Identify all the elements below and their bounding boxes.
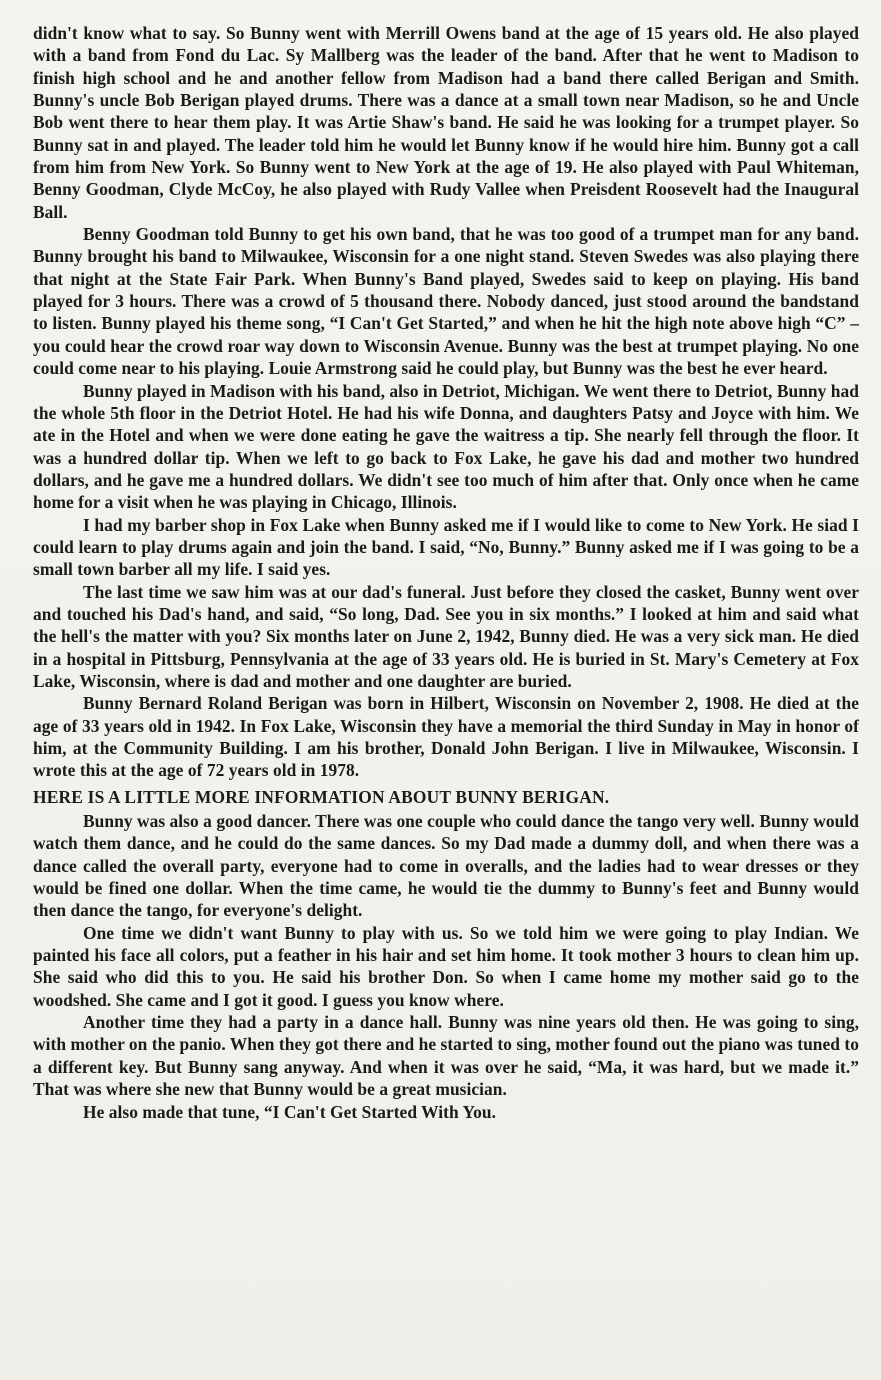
paragraph: Another time they had a party in a dance hall. Bunny was nine years old then. He was going to sing, with mother on the panio. When they got there and he started to sing, mother found out the piano was tuned to a different key. But Bunny sang anyway. And when it was over he said, “Ma, it was hard, but we made it.” That was where she new that Bunny would be a great musician. [33, 1012, 859, 1100]
section-heading: HERE IS A LITTLE MORE INFORMATION ABOUT BUNNY BERIGAN. [33, 786, 610, 807]
paragraph: Bunny was also a good dancer. There was one couple who could dance the tango very well. Bunny would watch them dance, and he could do the same dances. So my Dad made a dummy doll, and when there was a dance called the overall party, everyone had to come in overalls, and the ladies had to wear dresses or they would be fined one dollar. When the time came, he would tie the dummy to Bunny's feet and Bunny would then dance the tango, for everyone's delight. [33, 811, 859, 921]
paragraph: Benny Goodman told Bunny to get his own band, that he was too good of a trumpet man for any band. Bunny brought his band to Milwaukee, Wisconsin for a one night stand. Steven Swedes was also playing there that night at the State Fair Park. When Bunny's Band played, Swedes said to keep on playing. His band played for 3 hours. There was a crowd of 5 thousand there. Nobody danced, just stood around the bandstand to listen. Bunny played his theme song, “I Can't Get Started,” and when he hit the high note above high “C” – you could hear the crowd roar way down to Wisconsin Avenue. Bunny was the best at trumpet playing. No one could come near to his playing. Louie Armstrong said he could play, but Bunny was the best he ever heard. [33, 224, 859, 379]
paragraph: I had my barber shop in Fox Lake when Bunny asked me if I would like to come to New York. He siad I could learn to play drums again and join the band. I said, “No, Bunny.” Bunny asked me if I was going to be a small town barber all my life. I said yes. [33, 514, 859, 580]
paragraph: One time we didn't want Bunny to play with us. So we told him we were going to play Indian. We painted his face all colors, put a feather in his hair and set him home. It took mother 3 hours to clean him up. She said who did this to you. He said his brother Don. So when I came home my mother said go to the woodshed. She came and I got it good. I guess you know where. [33, 922, 859, 1010]
paragraph: Bunny played in Madison with his band, also in Detriot, Michigan. We went there to Detriot, Bunny had the whole 5th floor in the Detriot Hotel. He had his wife Donna, and daughters Patsy and Joyce with him. We ate in the Hotel and when we were done eating he gave the waitress a tip. She nearly fell through the floor. It was a hundred dollar tip. When we left to go back to Fox Lake, he gave his dad and mother two hundred dollars, and he gave me a hundred dollars. We didn't see too much of him after that. Only once when he came home for a visit when he was playing in Chicago, Illinois. [33, 380, 859, 513]
section-two [33, 810, 859, 1123]
paragraph: He also made that tune, “I Can't Get Started With You. [83, 1101, 496, 1122]
section-one [33, 22, 859, 782]
paragraph: The last time we saw him was at our dad's funeral. Just before they closed the casket, Bunny went over and touched his Dad's hand, and said, “So long, Dad. See you in six months.” I looked at him and said what the hell's the matter with you? Six months later on June 2, 1942, Bunny died. He was a very sick man. He died in a hospital in Pittsburg, Pennsylvania at the age of 33 years old. He is buried in St. Mary's Cemetery at Fox Lake, Wisconsin, where is dad and mother and one daughter are buried. [33, 581, 859, 691]
paragraph: didn't know what to say. So Bunny went with Merrill Owens band at the age of 15 years old. He also played with a band from Fond du Lac. Sy Mallberg was the leader of the band. After that he went to Madison to finish high school and he and another fellow from Madison had a band there called Berigan and Smith. Bunny's uncle Bob Berigan played drums. There was a dance at a small town near Madison, so he and Uncle Bob went there to hear them play. It was Artie Shaw's band. He said he was looking for a trumpet player. So Bunny sat in and played. The leader told him he would let Bunny know if he would hire him. Bunny got a call from him from New York. So Bunny went to New York at the age of 19. He also played with Paul Whiteman, Benny Goodman, Clyde McCoy, he also played with Rudy Vallee when Preisdent Roosevelt had the Inaugural Ball. [33, 23, 859, 222]
paragraph: Bunny Bernard Roland Berigan was born in Hilbert, Wisconsin on November 2, 1908. He died at the age of 33 years old in 1942. In Fox Lake, Wisconsin they have a memorial the third Sunday in May in honor of him, at the Community Building. I am his brother, Donald John Berigan. I live in Milwaukee, Wisconsin. I wrote this at the age of 72 years old in 1978. [33, 693, 859, 781]
